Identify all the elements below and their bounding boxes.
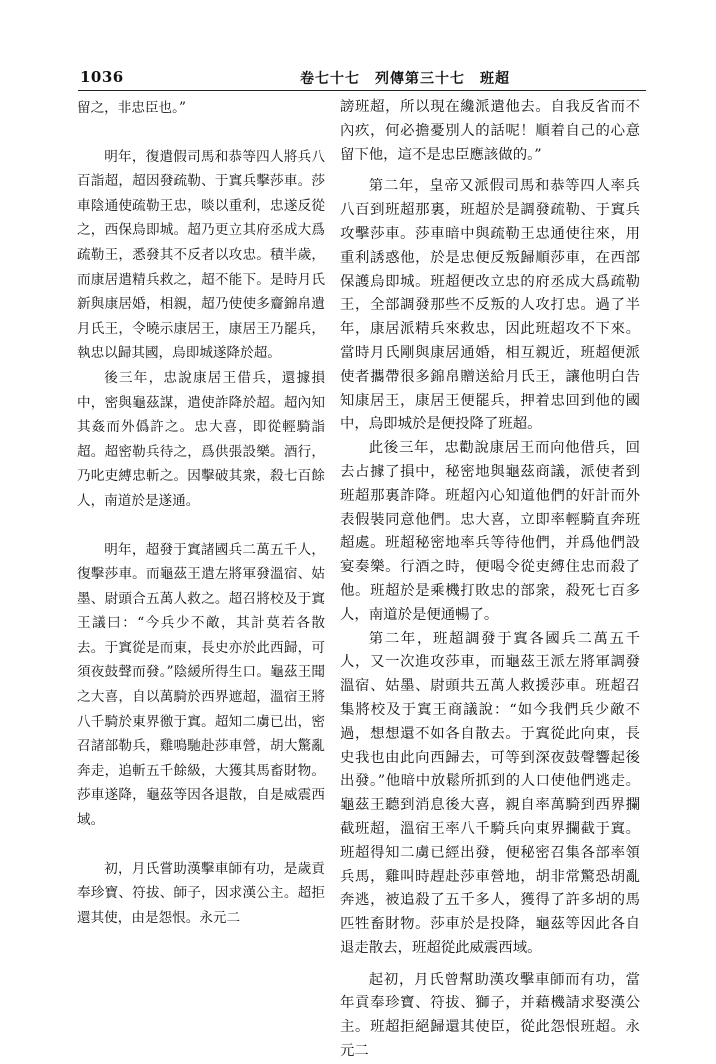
paragraph-gap — [340, 961, 640, 969]
page-number: 1036 — [80, 68, 124, 86]
right-paragraph: 第二年，班超調發于窴各國兵二萬五千人，又一次進攻莎車，而龜茲王派左將軍調發溫宿、姑墨、尉頭共五萬人救援莎車。班超召集將校及于窴王商議說：“如今我們兵少敵不過，想想還不如各自散去。于窴從此向東，長史我也由此向西歸去，可等到深夜鼓聲響起後出發。”他暗中放鬆所抓到的人口使他們逃走。龜茲王聽到消息後大喜，親自率萬騎到西界攔截班超，溫宿王率八千騎兵向東界攔截于窴。班超得知二虜已經出發，便秘密召集各部率領兵馬，雞叫時趕赴莎車營地，胡非常驚恐胡亂奔逃，被追殺了五千多人，獲得了許多胡的馬匹牲畜財物。莎車於是投降，龜茲等因此各自退走散去，班超從此威震西域。 — [340, 630, 640, 956]
page-header — [0, 64, 716, 92]
right-paragraph: 第二年，皇帝又派假司馬和恭等四人率兵八百到班超那裏，班超於是調發疏勒、于窴兵攻擊莎車。莎車暗中與疏勒王忠通使往來，用重利誘惑他，於是忠便反叛歸順莎車，在西部保護烏即城。班超便改立忠的府丞成大爲疏勒王，全部調發那些不反叛的人攻打忠。過了半年，康居派精兵來救忠，因此班超攻不下來。當時月氏剛與康居通婚，相互親近，班超便派使者攜帶很多錦帛贈送給月氏王，讓他明白告知康居王，康居王便罷兵，押着忠回到他的國中，烏即城於是便投降了班超。 — [340, 178, 640, 433]
left-paragraph: 明年，復遣假司馬和恭等四人將兵八百詣超，超因發疏勒、于窴兵擊莎車。莎車陰通使疏勒王忠，啖以重利，忠遂反從之，西保烏即城。超乃更立其府丞成大爲疏勒王，悉發其不反者以攻忠。積半歲，而康居遣精兵救之，超不能下。是時月氏新與康居婚，相親，超乃使使多齎錦帛遺月氏王，令曉示康居王，康居王乃罷兵，執忠以歸其國，烏即城遂降於超。 — [77, 148, 325, 362]
right-paragraph: 此後三年，忠勸說康居王而向他借兵，回去占據了損中，秘密地與龜茲商議，派使者到班超那裏詐降。班超內心知道他們的奸計而外表假裝同意他們。忠大喜，立即率輕騎直奔班超處。班超秘密地率兵等待他們，并爲他們設宴奏樂。行酒之時，便喝令從吏縛住忠而殺了他。班超於是乘機打敗忠的部衆，殺死七百多人，南道於是便通暢了。 — [340, 440, 640, 623]
left-paragraph: 初，月氏嘗助漢擊車師有功，是歲貢奉珍寶、符拔、師子，因求漢公主。超拒還其使，由是怨恨。永元二 — [77, 860, 325, 926]
paragraph-gap — [77, 833, 325, 857]
paragraph-gap — [340, 167, 640, 175]
running-title: 卷七十七 列傳第三十七 班超 — [300, 71, 510, 87]
translation-column — [340, 96, 640, 1060]
paragraph-gap — [77, 514, 325, 538]
classical-text-column — [77, 96, 325, 986]
left-paragraph: 留之，非忠臣也。” — [77, 100, 186, 116]
left-paragraph: 後三年，忠說康居王借兵，還據損中，密與龜茲謀，遣使詐降於超。超內知其姦而外僞許之。忠大喜，即從輕騎詣超。超密勒兵待之，爲供張設樂。酒行，乃叱吏縛忠斬之。因擊破其衆，殺七百餘人，南道於是遂通。 — [77, 369, 325, 509]
left-paragraph: 明年，超發于窴諸國兵二萬五千人，復擊莎車。而龜茲王遣左將軍發溫宿、姑墨、尉頭合五萬人救之。超召將校及于窴王議曰：“今兵少不敵，其計莫若各散去。于窴從是而東，長史亦於此西歸，可須夜鼓聲而發。”陰緩所得生口。龜茲王聞之大喜，自以萬騎於西界遮超，溫宿王將八千騎於東界徼于窴。超知二虜已出，密召諸部勒兵，雞鳴馳赴莎車營，胡大驚亂奔走，追斬五千餘級，大獲其馬畜財物。莎車遂降，龜茲等因各退散，自是威震西域。 — [77, 541, 325, 829]
paragraph-gap — [77, 121, 325, 145]
header-rule — [78, 90, 646, 91]
right-paragraph: 起初，月氏曾幫助漢攻擊車師而有功，當年貢奉珍寶、符拔、獅子，并藉機請求娶漢公主。班超拒絕歸還其使臣，從此怨恨班超。永元二 — [340, 971, 640, 1060]
right-paragraph: 謗班超，所以現在纔派遣他去。自我反省而不內疚，何必擔憂別人的話呢！順着自己的心意留下他，這不是忠臣應該做的。” — [340, 99, 640, 163]
